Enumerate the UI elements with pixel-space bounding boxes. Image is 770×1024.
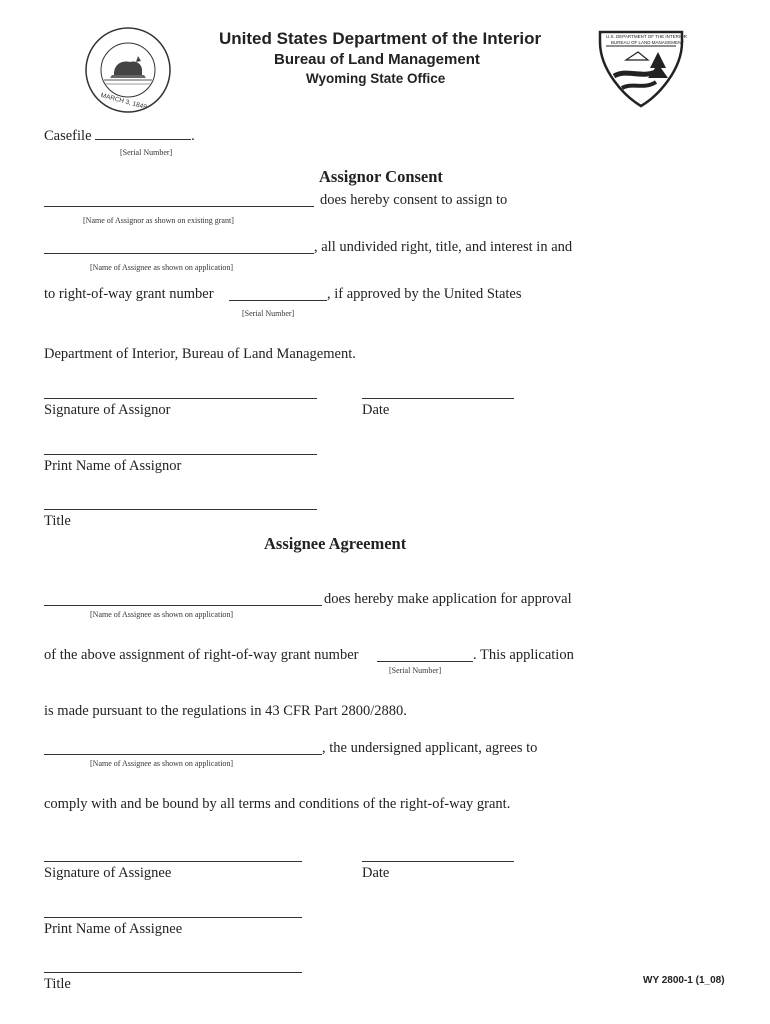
- assignor-line2-text: , all undivided right, title, and interest in and: [314, 239, 573, 255]
- office-title: Wyoming State Office: [306, 71, 446, 86]
- bureau-title: Bureau of Land Management: [274, 51, 480, 68]
- assignor-title-label: Title: [44, 513, 71, 529]
- assignor-line2-caption: [Name of Assignee as shown on application]: [90, 263, 234, 272]
- assignee-line2-caption: [Serial Number]: [389, 666, 442, 675]
- assignee-line1-text: does hereby make application for approval: [324, 591, 572, 607]
- assignor-name-field[interactable]: [44, 206, 314, 207]
- assignee-name-field-3[interactable]: [44, 754, 322, 755]
- assignee-agreement-title: Assignee Agreement: [264, 534, 407, 553]
- assignor-line4-text: Department of Interior, Bureau of Land Management.: [44, 346, 356, 362]
- form-number: WY 2800-1 (1_08): [643, 975, 725, 986]
- assignee-print-name-label: Print Name of Assignee: [44, 921, 183, 937]
- casefile-caption: [Serial Number]: [120, 148, 173, 157]
- assignee-name-field-2[interactable]: [44, 605, 322, 606]
- assignee-print-name-field[interactable]: [44, 917, 302, 918]
- assignee-signature-label: Signature of Assignee: [44, 865, 172, 881]
- assignee-signature-field[interactable]: [44, 861, 302, 862]
- casefile-field[interactable]: [95, 127, 191, 140]
- assignor-signature-field[interactable]: [44, 398, 317, 399]
- assignor-line3-caption: [Serial Number]: [242, 309, 295, 318]
- assignor-line1-caption: [Name of Assignor as shown on existing grant]: [83, 216, 234, 225]
- logo-text-2: BUREAU OF LAND MANAGEMENT: [611, 40, 685, 45]
- assignor-print-name-field[interactable]: [44, 454, 317, 455]
- assignor-signature-label: Signature of Assignor: [44, 402, 171, 418]
- seal-date: MARCH 3, 1849: [99, 91, 148, 112]
- casefile-label: Casefile: [44, 128, 92, 144]
- logo-text-1: U.S. DEPARTMENT OF THE INTERIOR: [606, 34, 687, 39]
- grant-number-field-2[interactable]: [377, 661, 473, 662]
- assignor-title-field[interactable]: [44, 509, 317, 510]
- assignee-name-field-1[interactable]: [44, 253, 314, 254]
- assignee-title-label: Title: [44, 976, 71, 992]
- casefile-row: [44, 127, 195, 145]
- assignee-date-label: Date: [362, 865, 390, 881]
- assignor-line3-suffix: , if approved by the United States: [327, 286, 522, 302]
- assignor-consent-title: Assignor Consent: [319, 167, 443, 186]
- department-title: United States Department of the Interior: [219, 29, 542, 48]
- assignee-line4-text: , the undersigned applicant, agrees to: [322, 740, 538, 756]
- seal-text: U.S. DEPARTMENT OF THE INTERIOR: [90, 14, 198, 20]
- assignee-line2-prefix: of the above assignment of right-of-way grant number: [44, 647, 359, 663]
- grant-number-field-1[interactable]: [229, 300, 327, 301]
- assignor-line3-prefix: to right-of-way grant number: [44, 286, 214, 302]
- assignee-title-field[interactable]: [44, 972, 302, 973]
- assignee-line4-caption: [Name of Assignee as shown on application]: [90, 759, 234, 768]
- assignee-line5-text: comply with and be bound by all terms and conditions of the right-of-way grant.: [44, 796, 511, 812]
- assignor-line1-text: does hereby consent to assign to: [320, 192, 508, 208]
- assignor-print-name-label: Print Name of Assignor: [44, 458, 182, 474]
- assignee-line2-suffix: . This application: [473, 647, 574, 663]
- assignor-date-field[interactable]: [362, 398, 514, 399]
- casefile-suffix: .: [191, 128, 195, 144]
- assignee-line3-text: is made pursuant to the regulations in 43 CFR Part 2800/2880.: [44, 703, 407, 719]
- assignee-line1-caption: [Name of Assignee as shown on application]: [90, 610, 234, 619]
- assignor-date-label: Date: [362, 402, 390, 418]
- assignee-date-field[interactable]: [362, 861, 514, 862]
